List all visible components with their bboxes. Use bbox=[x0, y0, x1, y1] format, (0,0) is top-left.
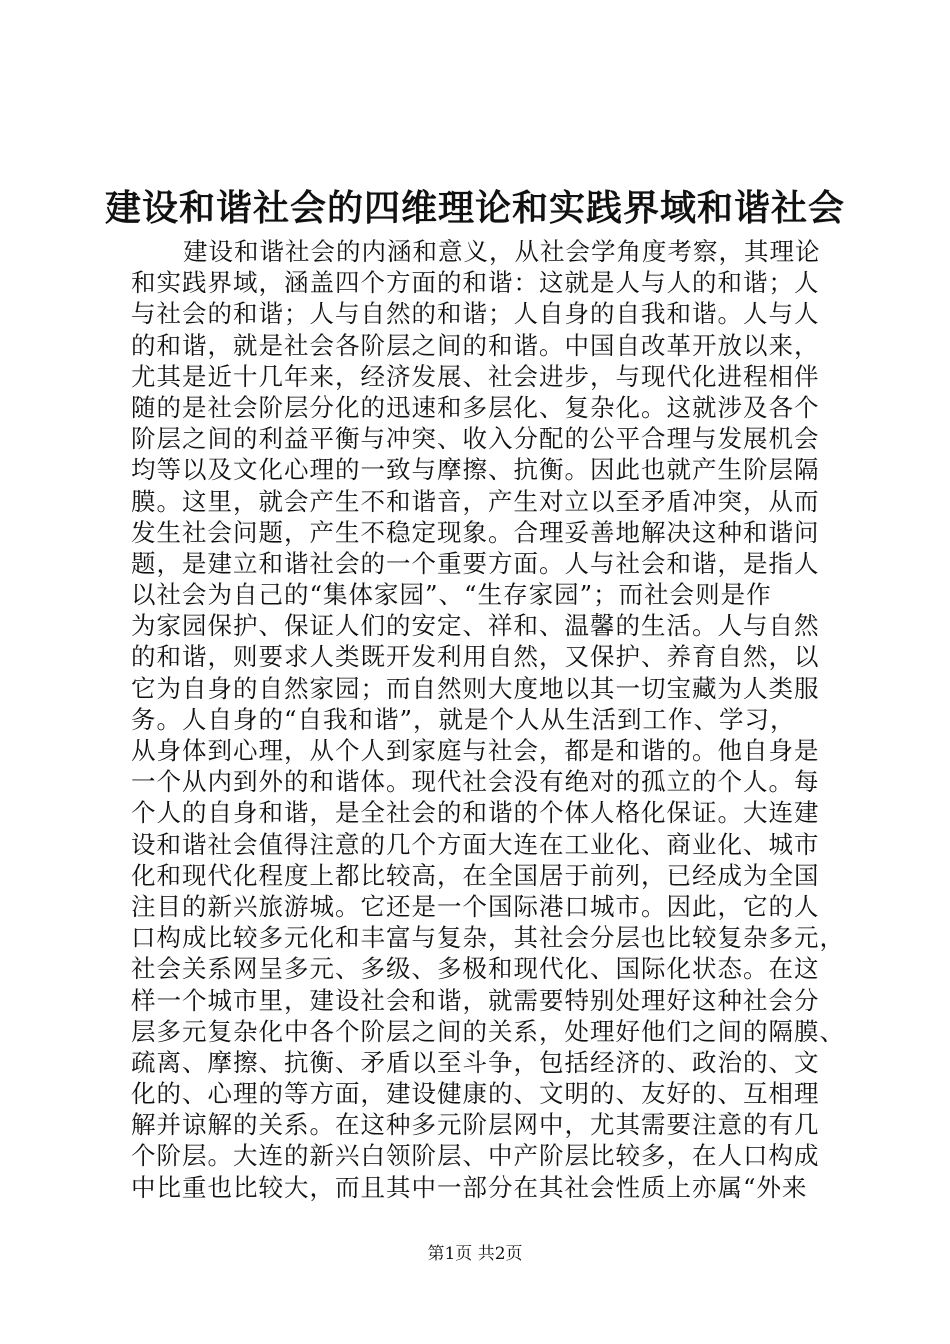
text-line: 务。人自身的“自我和谐”，就是个人从生活到工作、学习， bbox=[131, 704, 796, 734]
text-line: 题，是建立和谐社会的一个重要方面。人与社会和谐，是指人 bbox=[131, 548, 820, 578]
text-line: 阶层之间的利益平衡与冲突、收入分配的公平合理与发展机会 bbox=[131, 424, 820, 454]
text-line: 均等以及文化心理的一致与摩擦、抗衡。因此也就产生阶层隔 bbox=[131, 455, 820, 485]
text-line: 为家园保护、保证人们的安定、祥和、温馨的生活。人与自然 bbox=[131, 611, 820, 641]
document-title: 建设和谐社会的四维理论和实践界域和谐社会 bbox=[104, 187, 845, 229]
text-line: 随的是社会阶层分化的迅速和多层化、复杂化。这就涉及各个 bbox=[131, 392, 820, 422]
text-line: 设和谐社会值得注意的几个方面大连在工业化、商业化、城市 bbox=[131, 829, 820, 859]
text-line: 个人的自身和谐，是全社会的和谐的个体人格化保证。大连建 bbox=[131, 798, 820, 828]
text-line: 一个从内到外的和谐体。现代社会没有绝对的孤立的个人。每 bbox=[131, 767, 820, 797]
text-line: 与社会的和谐；人与自然的和谐；人自身的自我和谐。人与人 bbox=[131, 299, 820, 329]
text-line: 样一个城市里，建设社会和谐，就需要特别处理好这种社会分 bbox=[131, 985, 820, 1015]
text-line: 化和现代化程度上都比较高，在全国居于前列，已经成为全国 bbox=[131, 860, 820, 890]
text-line: 和实践界域，涵盖四个方面的和谐：这就是人与人的和谐；人 bbox=[131, 268, 820, 298]
text-line: 它为自身的自然家园；而自然则大度地以其一切宝藏为人类服 bbox=[131, 673, 820, 703]
text-line: 膜。这里，就会产生不和谐音，产生对立以至矛盾冲突，从而 bbox=[131, 486, 820, 516]
text-line: 疏离、摩擦、抗衡、矛盾以至斗争，包括经济的、政治的、文 bbox=[131, 1047, 820, 1077]
body-paragraph bbox=[131, 236, 843, 1203]
text-line: 社会关系网呈多元、多级、多极和现代化、国际化状态。在这 bbox=[131, 954, 820, 984]
text-line: 口构成比较多元化和丰富与复杂，其社会分层也比较复杂多元， bbox=[131, 923, 845, 953]
text-line: 的和谐，则要求人类既开发利用自然，又保护、养育自然，以 bbox=[131, 642, 820, 672]
text-line: 中比重也比较大，而且其中一部分在其社会性质上亦属“外来 bbox=[131, 1172, 808, 1202]
text-line: 注目的新兴旅游城。它还是一个国际港口城市。因此，它的人 bbox=[131, 891, 820, 921]
text-line: 发生社会问题，产生不稳定现象。合理妥善地解决这种和谐问 bbox=[131, 517, 820, 547]
text-line: 以社会为自己的“集体家园”、“生存家园”；而社会则是作 bbox=[131, 580, 772, 610]
text-line: 化的、心理的等方面，建设健康的、文明的、友好的、互相理 bbox=[131, 1079, 820, 1109]
text-line: 从身体到心理，从个人到家庭与社会，都是和谐的。他自身是 bbox=[131, 736, 820, 765]
text-line: 个阶层。大连的新兴白领阶层、中产阶层比较多，在人口构成 bbox=[131, 1141, 820, 1171]
page-footer: 第1页 共2页 bbox=[427, 1244, 523, 1264]
text-line: 层多元复杂化中各个阶层之间的关系，处理好他们之间的隔膜、 bbox=[131, 1016, 845, 1046]
text-line: 解并谅解的关系。在这种多元阶层网中，尤其需要注意的有几 bbox=[131, 1110, 820, 1140]
text-line: 尤其是近十几年来，经济发展、社会进步，与现代化进程相伴 bbox=[131, 361, 820, 391]
text-line: 的和谐，就是社会各阶层之间的和谐。中国自改革开放以来， bbox=[131, 330, 820, 360]
text-line: 建设和谐社会的内涵和意义，从社会学角度考察，其理论 bbox=[183, 237, 821, 266]
